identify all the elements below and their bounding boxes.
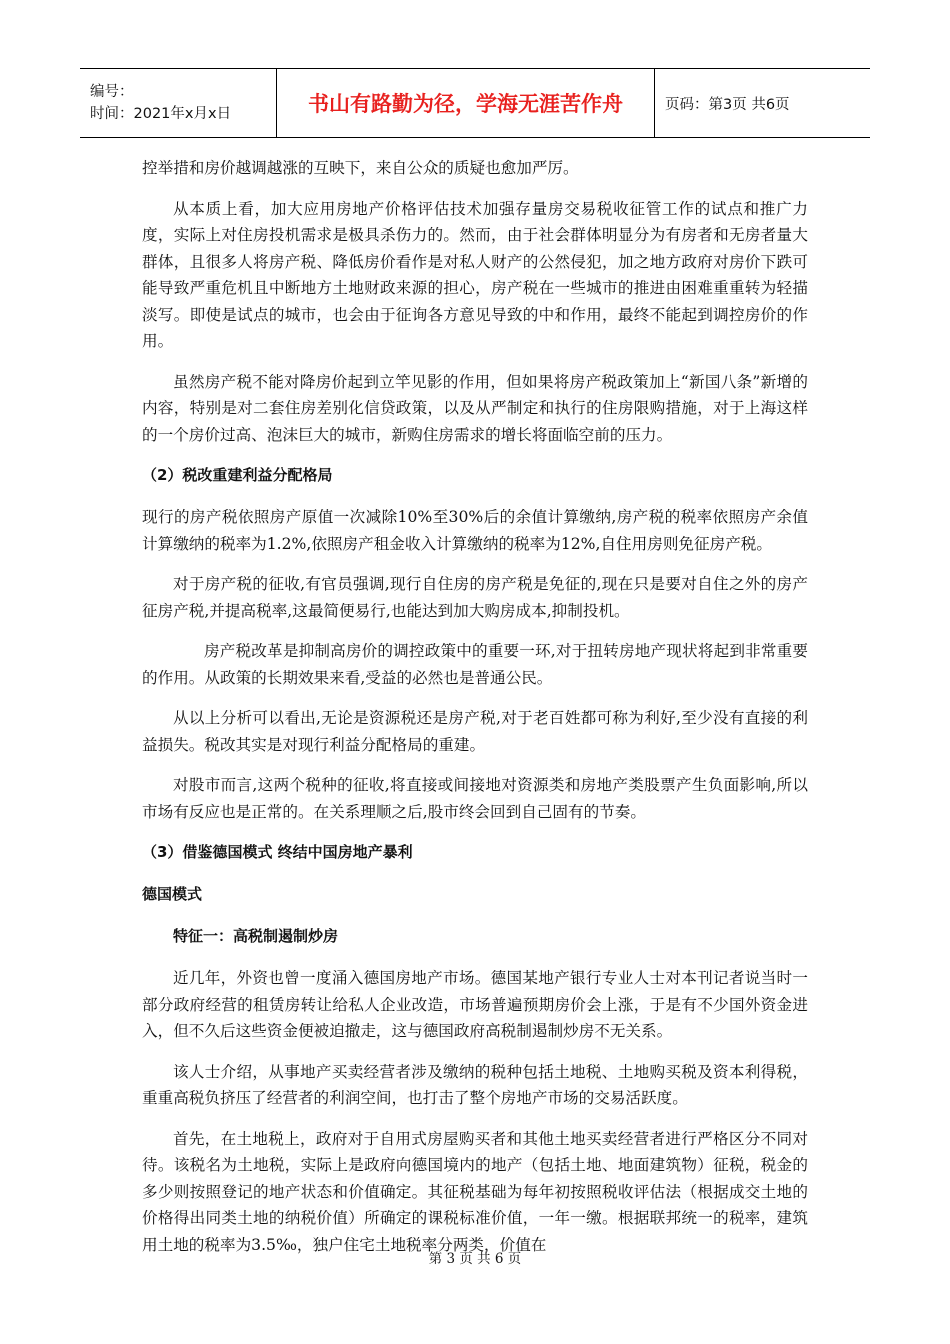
section-heading: （3）借鉴德国模式 终结中国房地产暴利 bbox=[142, 843, 413, 861]
paragraph: 虽然房产税不能对降房价起到立竿见影的作用，但如果将房产税政策加上“新国八条”新增的内容，特别是对二套住房差别化信贷政策，以及从严制定和执行的住房限购措施，对于上海这样的一个房价过高、泡沫巨大的城市，新购住房需求的增长将面临空前的压力。 bbox=[142, 372, 808, 444]
header-page-label: 页码：第3页 共6页 bbox=[665, 96, 790, 113]
paragraph: 从本质上看，加大应用房地产价格评估技术加强存量房交易税收征管工作的试点和推广力度，实际上对住房投机需求是极具杀伤力的。然而，由于社会群体明显分为有房者和无房者量大群体，且很多人将房产税、降低房价看作是对私人财产的公然侵犯，加之地方政府对房价下跌可能导致严重危机且中断地方土地财政来源的担心，房产税在一些城市的推进由困难重重转为轻描淡写。即使是试点的城市，也会由于征询各方意见导致的中和作用，最终不能起到调控房价的作用。 bbox=[142, 199, 808, 350]
document-date-label: 时间：2021年x月x日 bbox=[90, 106, 232, 122]
document-body bbox=[142, 155, 808, 1272]
page-header bbox=[80, 68, 870, 138]
document-number-label: 编号： bbox=[90, 84, 134, 100]
paragraph: 控举措和房价越调越涨的互映下，来自公众的质疑也愈加严厉。 bbox=[142, 159, 579, 177]
paragraph: 对股市而言,这两个税种的征收,将直接或间接地对资源类和房地产类股票产生负面影响,所以市场有反应也是正常的。在关系理顺之后,股市终会回到自己固有的节奏。 bbox=[142, 776, 808, 821]
header-motto: 书山有路勤为径，学海无涯苦作舟 bbox=[277, 69, 655, 137]
paragraph: 房产税改革是抑制高房价的调控政策中的重要一环,对于扭转房地产现状将起到非常重要的作用。从政策的长期效果来看,受益的必然也是普通公民。 bbox=[142, 642, 808, 687]
paragraph: 现行的房产税依照房产原值一次减除10%至30%后的余值计算缴纳,房产税的税率依照房产余值计算缴纳的税率为1.2%,依照房产租金收入计算缴纳的税率为12%,自住用房则免征房产税。 bbox=[142, 508, 808, 553]
paragraph: 近几年，外资也曾一度涌入德国房地产市场。德国某地产银行专业人士对本刊记者说当时一部分政府经营的租赁房转让给私人企业改造，市场普遍预期房价会上涨，于是有不少国外资金进入，但不久后这些资金便被迫撤走，这与德国政府高税制遏制炒房不无关系。 bbox=[142, 969, 808, 1040]
paragraph: 对于房产税的征收,有官员强调,现行自住房的房产税是免征的,现在只是要对自住之外的房产征房产税,并提高税率,这最简便易行,也能达到加大购房成本,抑制投机。 bbox=[142, 575, 808, 620]
header-meta bbox=[80, 69, 277, 137]
feature-heading: 特征一：高税制遏制炒房 bbox=[173, 927, 339, 945]
paragraph: 首先，在土地税上，政府对于自用式房屋购买者和其他土地买卖经营者进行严格区分不同对待。该税名为土地税，实际上是政府向德国境内的地产（包括土地、地面建筑物）征税，税金的多少则按照登记的地产状态和价值确定。其征税基础为每年初按照税收评估法（根据成交土地的价格得出同类土地的纳税价值）所确定的课税标准价值，一年一缴。根据联邦统一的税率，建筑用土地的税率为3.5‰，独户住宅土地税率分两类，价值在 bbox=[142, 1129, 808, 1254]
section-heading: （2）税改重建利益分配格局 bbox=[142, 466, 333, 484]
paragraph: 该人士介绍，从事地产买卖经营者涉及缴纳的税种包括土地税、土地购买税及资本利得税，重重高税负挤压了经营者的利润空间，也打击了整个房地产市场的交易活跃度。 bbox=[142, 1062, 808, 1107]
page-footer: 第 3 页 共 6 页 bbox=[428, 1251, 522, 1267]
subsection-heading: 德国模式 bbox=[142, 885, 203, 903]
paragraph: 从以上分析可以看出,无论是资源税还是房产税,对于老百姓都可称为利好,至少没有直接的利益损失。税改其实是对现行利益分配格局的重建。 bbox=[142, 709, 808, 754]
